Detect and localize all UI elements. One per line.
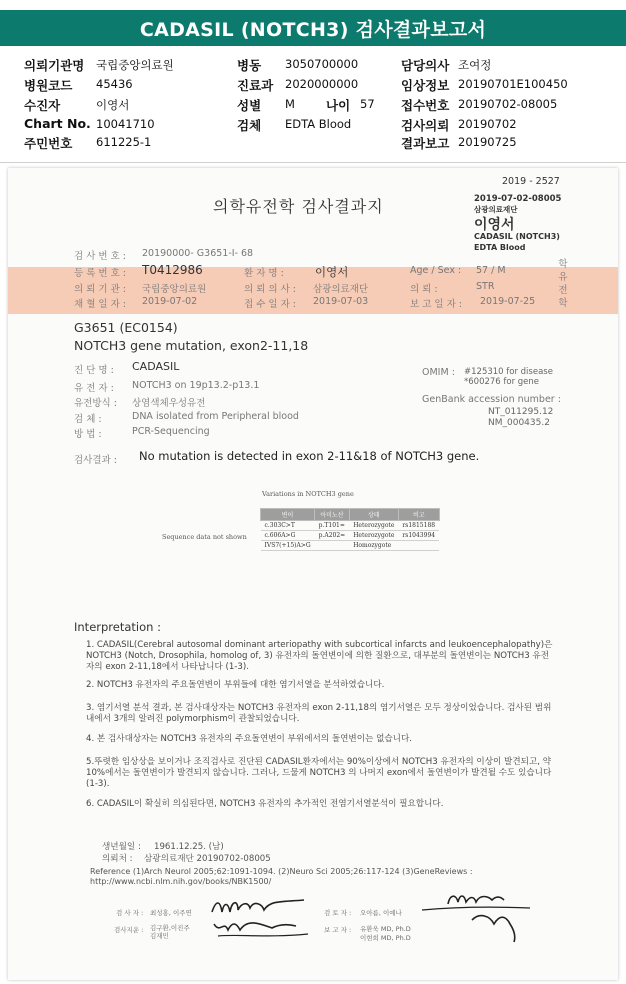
header-key: 병원코드 [24,78,73,93]
patient-label: 환 자 명 : [244,268,284,279]
top-right-number: 2019 - 2527 [502,176,560,187]
doc-title: 의학유전학 검사결과지 [213,197,384,216]
interp-item: 5.뚜렷한 임상상을 보이거나 조직검사로 진단된 CADASIL환자에서는 90%이상에서 NOTCH3 유전자의 이상이 발견되고, 약 10%에서는 돌연변이가 발견되지 않습니다. 그러나, 드물게 NOTCH3 의 나머지 exon에서 돌연변이가 발견될 수도 있습니다 (1-3). [86,757,552,789]
var-cell: rs1043994 [398,531,439,541]
interp-item: 1. CADASIL(Cerebral autosomal dominant arteriopathy with subcortical infarcts and leukoencephalopathy)은 NOTCH3 (Notch, Drosophila, homolog of, 3) 유전자의 돌연변이에 의한 질환으로, 대부분의 돌연변이는 NOTCH3 유전자의 exon 2-11,18에서 나타납니다 (1-3). [86,640,553,672]
scanned-report [8,168,618,980]
stamp-name: 이영서 [474,217,515,233]
reviewer-label: 검 토 자 : [324,909,352,917]
age-label: 나이 [326,98,351,113]
supervisor-names: 김구환,이진주 김재민 [150,924,190,940]
requester-value: 삼광의료재단 20190702-08005 [144,854,271,864]
requester-label: 의뢰처 : [102,854,133,864]
header-value: M [285,97,295,111]
header-key: 담당의사 [401,58,450,73]
header-key: Chart No. [24,116,91,131]
collect-date: 2019-07-02 [142,296,198,307]
sequence-note: Sequence data not shown [162,533,247,541]
org: 국립중앙의료원 [142,284,207,295]
test-code: G3651 (EC0154) [74,320,178,335]
header-value: 20190725 [458,135,517,149]
report-date: 2019-07-25 [480,296,536,307]
age-sex-label: Age / Sex : [410,265,462,276]
header-key: 성별 [237,98,262,113]
reviewer-names: 오아름, 이예나 [360,909,402,917]
variations-table [260,508,440,551]
var-cell: p.A202= [315,531,350,541]
dept-label: 의 뢰 : [410,284,438,295]
result-label: 검사결과 : [74,455,117,466]
birth-label: 생년월일 : [102,842,141,852]
header-key: 진료과 [237,78,274,93]
dept: STR [476,281,495,292]
omim-label: OMIM : [422,367,455,378]
reference: Reference (1)Arch Neurol 2005;62:1091-1094. (2)Neuro Sci 2005;26:117-124 (3)GeneReviews : http://www.ncbi.nlm.nih.gov/books/NBK1500/ [90,867,473,886]
stamp-test: CADASIL (NOTCH3) [474,232,560,241]
info-key: 진 단 명 : [74,365,114,376]
birth-value: 1961.12.25. (남) [154,842,224,852]
doctor: 삼광의료재단 [313,284,369,295]
info-key: 유 전 자 : [74,383,114,394]
var-cell: rs1815188 [398,521,439,531]
var-cell: Homozygote [349,541,398,551]
result-text: No mutation is detected in exon 2-11&18 of NOTCH3 gene. [139,449,480,463]
receive-date: 2019-07-03 [313,296,369,307]
info-value: NOTCH3 on 19p13.2-p13.1 [132,380,260,391]
gene-title: NOTCH3 gene mutation, exon2-11,18 [74,338,309,353]
header-key: 의뢰기관명 [24,58,85,73]
reporter-2: 이현희 MD, Ph.D [360,934,411,942]
header-value: 국립중앙의료원 [96,58,174,72]
var-cell: IVS7(+15)A>G [261,541,315,551]
side-text: 학 유 전 학 [558,259,568,309]
reg-no: T0412986 [142,263,203,277]
header-key: 접수번호 [401,98,450,113]
interp-title: Interpretation : [74,620,161,634]
signature-right [420,890,540,946]
header-value: EDTA Blood [285,117,352,131]
info-key: 검 체 : [74,414,102,425]
stamp-specimen: EDTA Blood [474,243,526,252]
header-key: 결과보고 [401,136,450,151]
collect-label: 채 혈 일 자 : [74,299,126,310]
info-value: CADASIL [132,360,180,373]
var-cell: c.606A>G [261,531,315,541]
var-cell: Heterozygote [349,531,398,541]
report-label: 보 고 일 자 : [410,299,462,310]
interp-item: 2. NOTCH3 유전자의 주요돌연변이 부위들에 대한 염기서열을 분석하였습니다. [86,680,385,690]
header-value: 2020000000 [285,77,359,91]
header-value: 20190701E100450 [458,77,568,91]
var-cell: c.303C>T [261,521,315,531]
omim-disease: #125310 for disease [464,367,553,377]
reporter-1: 유환욱 MD, Ph.D [360,925,411,933]
report-title-bar [0,10,626,46]
var-header: 비고 [398,509,439,521]
report-title: CADASIL (NOTCH3) 검사결과보고서 [139,18,487,41]
header-value: 이영서 [96,98,130,112]
stamp-id: 2019-07-02-08005 [474,194,562,204]
interp-item: 3. 염기서열 분석 결과, 본 검사대상자는 NOTCH3 유전자의 exon 2-11,18의 염기서열은 모두 정상이었습니다. 검사된 범위내에서 3개의 알려진 polymorphism이 관찰되었습니다. [86,703,552,724]
org-label: 의 뢰 기 관 : [74,284,126,295]
exam-no-label: 검 사 번 호 : [74,251,126,262]
patient-name: 이영서 [315,265,349,279]
interp-item: 4. 본 검사대상자는 NOTCH3 유전자의 주요돌연변이 부위에서의 돌연변이는 없습니다. [86,734,413,744]
header-key: 병동 [237,58,262,73]
header-divider [0,162,626,163]
header-key: 수진자 [24,98,61,113]
genbank-2: NM_000435.2 [488,418,550,428]
info-value: PCR-Sequencing [132,426,210,437]
receive-label: 접 수 일 자 : [244,299,296,310]
table-row [261,531,440,541]
var-header: 변이 [261,509,315,521]
info-value: 상염색체우성유전 [132,398,206,409]
table-row [261,541,440,551]
doctor-label: 의 뢰 의 사 : [244,284,296,295]
var-cell: Heterozygote [349,521,398,531]
table-row [261,521,440,531]
var-header: 상태 [349,509,398,521]
exam-no: 20190000- G3651-I- 68 [142,248,254,259]
supervisor-label: 검사지운 : [114,926,144,934]
var-cell [398,541,439,551]
info-key: 방 법 : [74,429,102,440]
header-value: 조여정 [458,58,492,72]
genbank-label: GenBank accession number : [422,394,561,405]
variations-title: Variations in NOTCH3 gene [262,490,354,498]
header-value: 3050700000 [285,57,359,71]
header-key: 주민번호 [24,136,73,151]
var-cell: p.T101= [315,521,350,531]
header-value: 10041710 [96,117,155,131]
stamp-org: 삼광의료재단 [474,205,518,214]
interpretation [86,640,556,810]
var-cell [315,541,350,551]
header-key: 임상정보 [401,78,450,93]
genbank-1: NT_011295.12 [488,407,554,417]
omim-gene: *600276 for gene [464,377,540,387]
header-key: 검체 [237,118,262,133]
interp-item: 6. CADASIL이 확실히 의심된다면, NOTCH3 유전자의 추가적인 전염기서열분석이 필요합니다. [86,799,444,809]
age-sex: 57 / M [476,265,506,276]
header-info [0,56,626,156]
signature-left [208,894,318,942]
examiner-label: 검 사 자 : [116,909,144,917]
var-header: 아미노산 [315,509,350,521]
reporter-label: 보 고 자 : [324,926,352,934]
reg-no-label: 등 록 번 호 : [74,268,126,279]
info-key: 유전방식 : [74,398,117,409]
header-value: 20190702-08005 [458,97,558,111]
info-value: DNA isolated from Peripheral blood [132,411,299,422]
age-value: 57 [360,97,375,111]
header-value: 611225-1 [96,135,152,149]
header-value: 45436 [96,77,133,91]
examiner-names: 최성홍, 이주연 [150,909,192,917]
header-key: 검사의뢰 [401,118,450,133]
header-value: 20190702 [458,117,517,131]
